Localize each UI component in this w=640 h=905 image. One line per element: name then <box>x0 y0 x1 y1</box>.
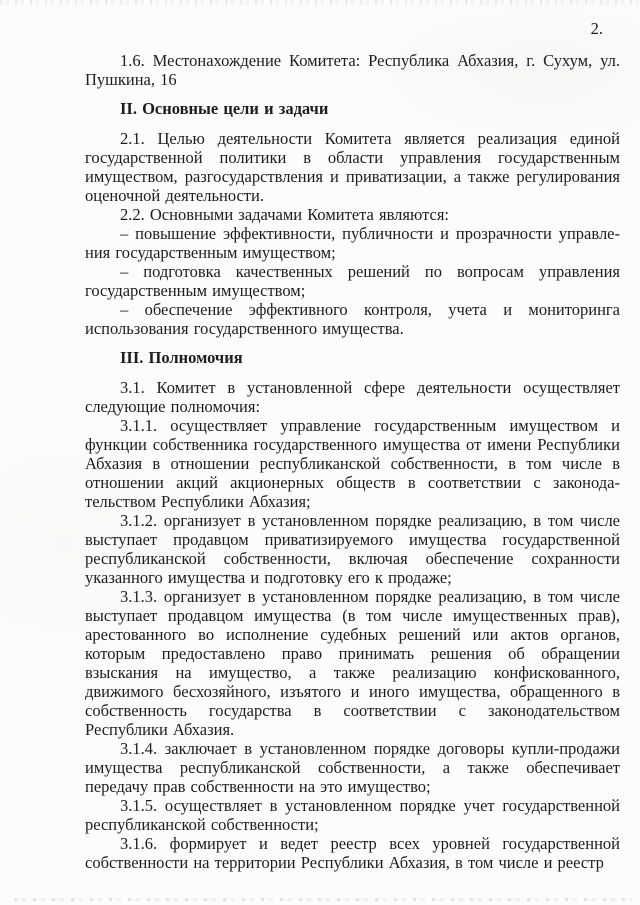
document-body <box>85 51 620 872</box>
paragraph-2-1: 2.1. Целью деятельности Комитета является реализация единой государственной политики в области управления государственным имуществом, разгосударствления и приватизации, а также регулирования оценочной деятельности. <box>85 129 620 205</box>
paragraph-3-1-3: 3.1.3. организует в установленном порядке реализацию, в том числе выступает продавцом имущества (в том числе имущественных прав), арестованного во исполнение судебных решений или актов органов, которым предоставлено право принимать решения об обращении взыскания на имущество, а также реализацию конфискованного, движимого бесхозяйного, изъятого и иного имущества, обращенного в собственность государства в соответствии с законодательством Республики Абхазия. <box>85 587 620 739</box>
paragraph-2-2: 2.2. Основными задачами Комитета являются: <box>120 205 450 224</box>
task-list-item-1: – повышение эффективности, публичности и прозрачности управле-ния государственным имуществом; <box>85 224 620 262</box>
paragraph-3-1-5: 3.1.5. осуществляет в установленном порядке учет государственной республиканской собственности; <box>85 796 620 834</box>
paragraph-3-1-6: 3.1.6. формирует и ведет реестр всех уровней государственной собственности на территории Республики Абхазия, в том числе и реестр <box>85 834 620 872</box>
page-number: 2. <box>590 19 603 38</box>
task-list-item-2: – подготовка качественных решений по вопросам управления государственным имуществом; <box>85 262 620 300</box>
paragraph-3-1: 3.1. Комитет в установленной сфере деятельности осуществляет следующие полномочия: <box>85 378 620 416</box>
paragraph-3-1-2: 3.1.2. организует в установленном порядке реализацию, в том числе выступает продавцом приватизируемого имущества государственной республиканской собственности, включая обеспечение сохранности указанного имущества и подготовку его к продаже; <box>85 511 620 587</box>
section-heading-ii: II. Основные цели и задачи <box>120 99 329 118</box>
section-heading-iii: III. Полномочия <box>120 348 243 367</box>
paragraph-3-1-4: 3.1.4. заключает в установленном порядке договоры купли-продажи имущества республиканской собственности, а также обеспечивает передачу прав собственности на это имущество; <box>85 739 620 796</box>
scan-noise-top-edge <box>0 0 640 5</box>
scan-noise-bottom-edge <box>14 898 632 901</box>
task-list-item-3: – обеспечение эффективного контроля, учета и мониторинга использования государственного имущества. <box>85 300 620 338</box>
paragraph-3-1-1: 3.1.1. осуществляет управление государственным имуществом и функции собственника государственного имущества от имени Республики Абхазия в отношении республиканской собственности, в том числе в отношении акций акционерных обществ в соответствии с законода-тельством Республики Абхазия; <box>85 416 620 511</box>
paragraph-1-6: 1.6. Местонахождение Комитета: Республика Абхазия, г. Сухум, ул. Пушкина, 16 <box>85 51 620 89</box>
